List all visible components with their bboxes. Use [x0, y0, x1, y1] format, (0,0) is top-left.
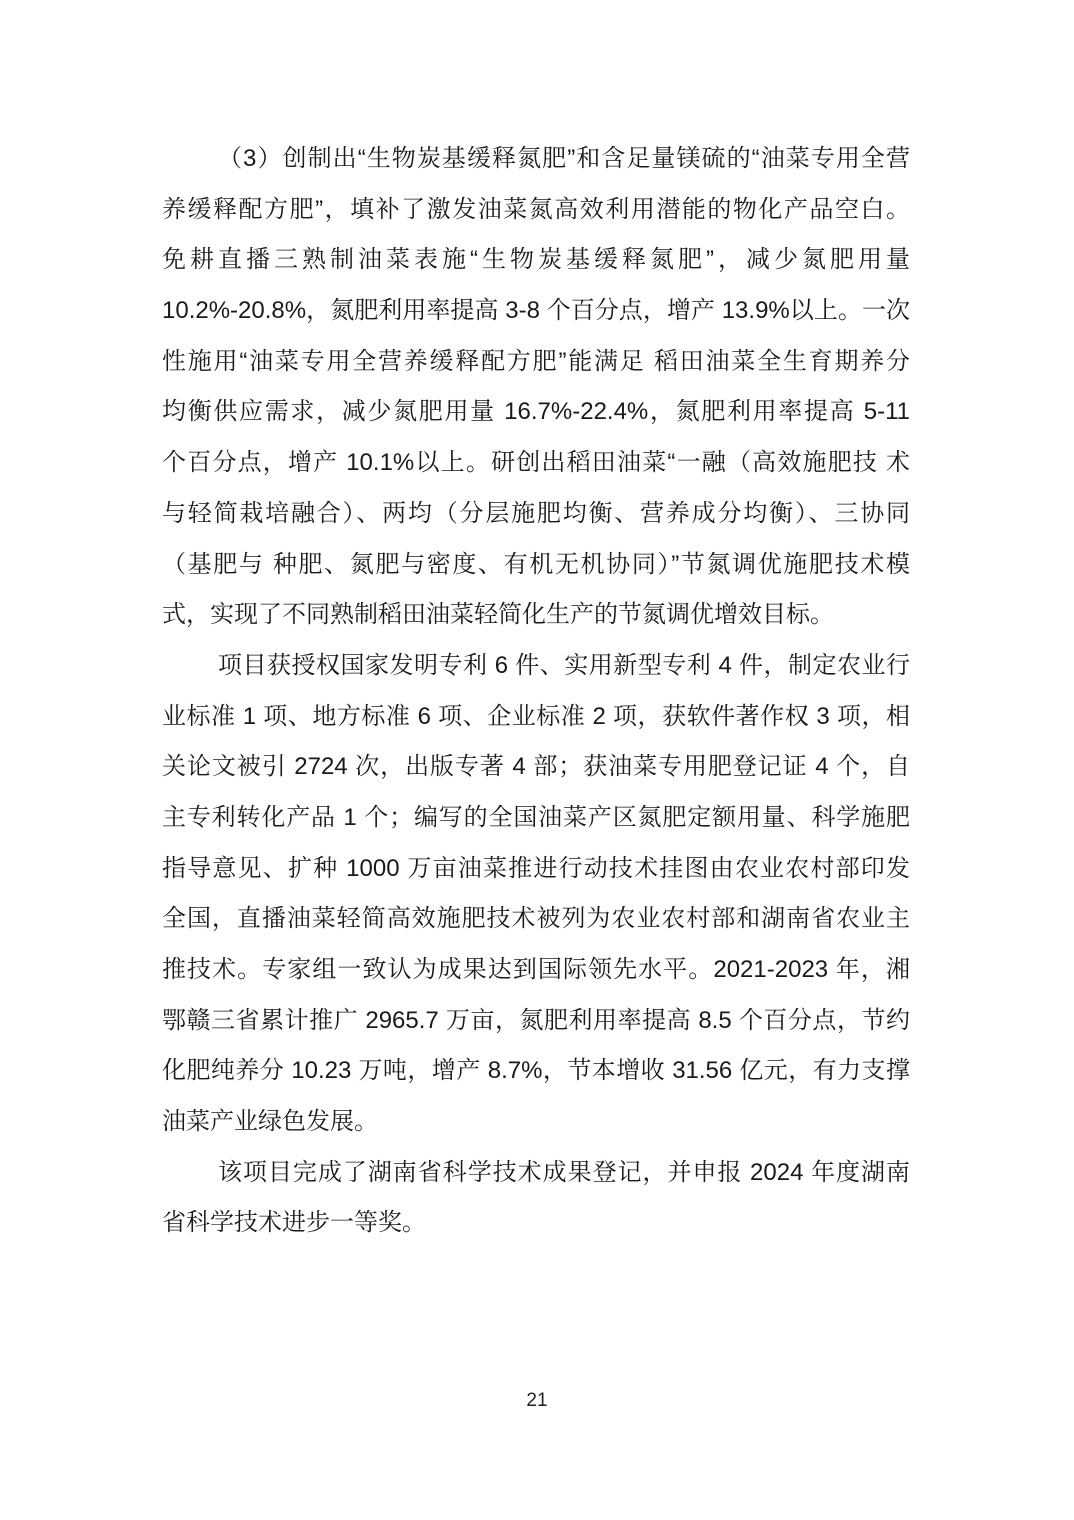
paragraph-line: 10.2%-20.8%，氮肥利用率提高 3-8 个百分点，增产 13.9%以上。一次	[162, 297, 910, 325]
paragraph-line: 全国，直播油菜轻简高效施肥技术被列为农业农村部和湖南省农业主	[162, 905, 910, 933]
paragraph-line: （3）创制出“生物炭基缓释氮肥”和含足量镁硫的“油菜专用全营	[218, 145, 910, 172]
paragraph-3	[162, 1148, 910, 1249]
paragraph-line: 油菜产业绿色发展。	[162, 1108, 378, 1136]
paragraph-1	[162, 134, 910, 641]
page-number: 21	[526, 1390, 548, 1411]
paragraph-line: 化肥纯养分 10.23 万吨，增产 8.7%，节本增收 31.56 亿元，有力支撑	[162, 1057, 910, 1085]
paragraph-line: 业标准 1 项、地方标准 6 项、企业标准 2 项，获软件著作权 3 项，相	[162, 702, 910, 730]
paragraph-2	[162, 641, 910, 1148]
paragraph-line: 鄂赣三省累计推广 2965.7 万亩，氮肥利用率提高 8.5 个百分点，节约	[162, 1006, 910, 1034]
paragraph-line: 免耕直播三熟制油菜表施“生物炭基缓释氮肥”，减少氮肥用量	[162, 246, 910, 274]
paragraph-line: 主专利转化产品 1 个；编写的全国油菜产区氮肥定额用量、科学施肥	[162, 803, 910, 831]
paragraph-line: 关论文被引 2724 次，出版专著 4 部；获油菜专用肥登记证 4 个，自	[162, 753, 910, 781]
paragraph-line: 指导意见、扩种 1000 万亩油菜推进行动技术挂图由农业农村部印发	[162, 854, 910, 882]
paragraph-line: 性施用“油菜专用全营养缓释配方肥”能满足 稻田油菜全生育期养分	[162, 347, 910, 375]
text-block	[162, 134, 910, 1249]
paragraph-line: 养缓释配方肥”，填补了激发油菜氮高效利用潜能的物化产品空白。	[162, 195, 910, 223]
paragraph-line: 推技术。专家组一致认为成果达到国际领先水平。2021-2023 年，湘	[162, 956, 910, 983]
paragraph-line: 式，实现了不同熟制稻田油菜轻简化生产的节氮调优增效目标。	[162, 601, 834, 629]
paragraph-line: 个百分点，增产 10.1%以上。研创出稻田油菜“一融（高效施肥技 术	[162, 449, 910, 477]
paragraph-line: 该项目完成了湖南省科学技术成果登记，并申报 2024 年度湖南	[218, 1158, 910, 1186]
paragraph-line: 与轻简栽培融合）、两均（分层施肥均衡、营养成分均衡）、三协同	[162, 499, 910, 527]
paragraph-line: 省科学技术进步一等奖。	[162, 1209, 426, 1237]
paragraph-line: 均衡供应需求，减少氮肥用量 16.7%-22.4%，氮肥利用率提高 5-11	[162, 398, 910, 426]
paragraph-line: （基肥与 种肥、氮肥与密度、有机无机协同）”节氮调优施肥技术模	[162, 550, 910, 578]
paragraph-line: 项目获授权国家发明专利 6 件、实用新型专利 4 件，制定农业行	[218, 651, 910, 679]
